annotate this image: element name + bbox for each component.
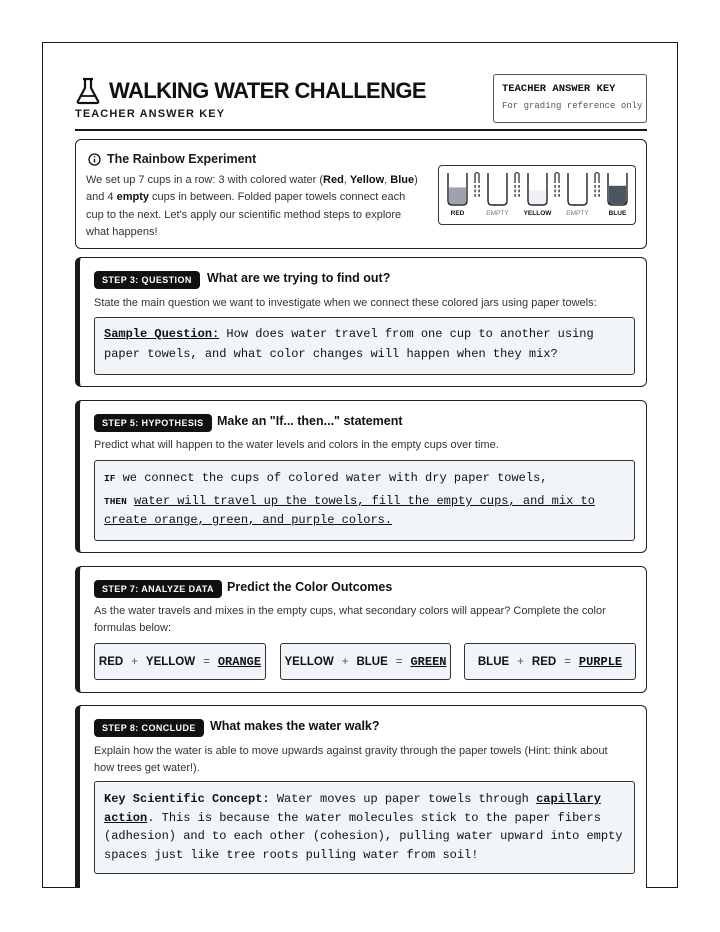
step-3-answer-line-2: paper towels, and what color changes will happen when they mix? <box>104 347 558 361</box>
step-8-pill: STEP 8: CONCLUDE <box>94 719 204 737</box>
intro-blue: Blue <box>390 174 415 186</box>
cup-label-3: YELLOW <box>523 210 552 217</box>
formula-2-color-b: BLUE <box>356 655 388 668</box>
step-3-title: What are we trying to find out? <box>207 271 391 285</box>
cup-5 <box>608 173 627 217</box>
cup-water-3 <box>529 191 546 204</box>
step-8-line-3: (adhesion) and to each other (cohesion), pulling water upward into empty <box>104 829 623 843</box>
if-keyword: IF <box>104 473 116 484</box>
step-5-description: Predict what will happen to the water levels and colors in the empty cups over time. <box>94 439 499 451</box>
equals-sign: = <box>564 655 571 668</box>
cup-1 <box>448 173 467 217</box>
formula-3-color-a: BLUE <box>477 655 510 668</box>
formula-green <box>280 643 451 680</box>
formula-1-color-b: YELLOW <box>145 655 196 668</box>
step-7-description <box>94 603 634 636</box>
answer-key-note: For grading reference only <box>502 101 643 111</box>
formula-1-result: ORANGE <box>217 654 262 669</box>
intro-text-1: We set up 7 cups in a row: 3 with colored water ( <box>86 174 324 186</box>
step-3-answer <box>94 317 635 375</box>
paper-towel-bridge-1 <box>474 173 479 197</box>
then-text-1: water will travel up the towels, fill the empty cups, and mix to <box>134 494 595 508</box>
step-7-card <box>75 566 647 693</box>
page-subtitle: TEACHER ANSWER KEY <box>75 108 226 120</box>
step-8-desc-2: how trees get water!). <box>94 761 200 774</box>
page-title: WALKING WATER CHALLENGE <box>109 78 426 103</box>
step-7-desc-2: formulas below: <box>94 621 172 634</box>
answer-key-badge <box>493 74 647 123</box>
intro-text-6: what happens! <box>86 225 158 238</box>
if-text: we connect the cups of colored water with dry paper towels, <box>115 471 548 485</box>
intro-card <box>75 139 647 249</box>
intro-empty: empty <box>116 191 149 204</box>
cup-diagram-svg <box>439 166 637 226</box>
paper-towel-bridge-2 <box>514 173 519 197</box>
step-8-answer <box>94 781 635 874</box>
intro-description <box>86 172 426 241</box>
step-7-title: Predict the Color Outcomes <box>227 580 393 594</box>
step-8-card <box>75 705 647 888</box>
cup-water-1 <box>449 187 466 204</box>
plus-sign: + <box>131 655 138 668</box>
cup-label-1: RED <box>450 210 465 217</box>
then-keyword: THEN <box>104 496 127 507</box>
step-7-desc-1: As the water travels and mixes in the empty cups, what secondary colors will appear? Complete the color <box>94 605 606 617</box>
intro-yellow: Yellow <box>349 174 385 186</box>
step-7-pill: STEP 7: ANALYZE DATA <box>94 580 222 598</box>
intro-heading <box>88 152 256 166</box>
step-8-description <box>94 743 634 776</box>
plus-sign: + <box>341 655 349 668</box>
step-5-card <box>75 400 647 553</box>
key-concept-label: Key Scientific Concept: <box>104 792 270 806</box>
worksheet-page <box>42 42 678 888</box>
plus-sign: + <box>517 655 524 668</box>
capillary-term: capillary <box>536 792 601 806</box>
step-5-title: Make an "If... then..." statement <box>217 414 403 428</box>
formula-2-result: GREEN <box>410 654 447 669</box>
intro-comma-1: , <box>343 174 350 186</box>
step-5-then-line <box>104 494 595 508</box>
step-5-pill: STEP 5: HYPOTHESIS <box>94 414 212 432</box>
answer-key-title: TEACHER ANSWER KEY <box>502 83 616 95</box>
info-icon <box>88 153 101 166</box>
step-3-line-1-text: How does water travel from one cup to another using <box>219 327 594 341</box>
cup-water-5 <box>609 186 626 204</box>
step-8-line-2 <box>104 811 601 825</box>
equals-sign: = <box>203 655 210 668</box>
intro-title: The Rainbow Experiment <box>107 152 257 166</box>
intro-text-4: cups in between. Folded paper towels connect each <box>149 191 406 204</box>
paper-towel-bridge-4 <box>594 173 599 197</box>
cup-label-5: BLUE <box>608 210 627 217</box>
sample-question-label: Sample Question: <box>104 327 220 341</box>
step-8-line-1 <box>104 792 601 806</box>
intro-text-2: ) <box>414 174 418 186</box>
cup-label-4: EMPTY <box>566 210 589 217</box>
step-3-description: State the main question we want to investigate when we connect these colored jars using paper towels: <box>94 297 597 309</box>
step-3-card <box>75 257 647 387</box>
cup-4 <box>566 173 589 217</box>
intro-comma-2: , <box>384 174 391 186</box>
cup-3 <box>524 173 553 217</box>
equals-sign: = <box>395 655 403 668</box>
cup-outline-2 <box>488 173 507 205</box>
formula-2-color-a: YELLOW <box>284 655 334 668</box>
formula-orange <box>94 643 266 680</box>
cup-label-2: EMPTY <box>486 210 509 217</box>
step-3-answer-line-1 <box>104 327 594 341</box>
step-8-line-4: spaces just like tree roots pulling water from soil! <box>104 848 479 862</box>
step-5-answer <box>94 460 635 541</box>
step-8-line-1-text: Water moves up paper towels through <box>269 792 537 806</box>
formula-1-color-a: RED <box>98 655 124 668</box>
step-3-pill: STEP 3: QUESTION <box>94 271 200 289</box>
formula-purple <box>464 643 636 680</box>
step-8-desc-1: Explain how the water is able to move upwards against gravity through the paper towels (Hint: think about <box>94 745 608 757</box>
intro-red: Red <box>323 174 344 186</box>
step-8-title: What makes the water walk? <box>210 719 380 733</box>
intro-text-3: and 4 <box>86 191 117 204</box>
step-5-then-line-2: create orange, green, and purple colors. <box>104 513 393 527</box>
cup-2 <box>486 173 509 217</box>
cup-outline-4 <box>568 173 587 205</box>
paper-towel-bridge-3 <box>554 173 559 197</box>
cup-diagram <box>438 165 636 225</box>
formula-3-result: PURPLE <box>578 654 623 669</box>
header-divider <box>75 129 647 131</box>
formula-3-color-b: RED <box>531 655 557 668</box>
intro-text-5: cup to the next. Let's apply our scientific method steps to explore <box>86 208 402 221</box>
action-term: action <box>104 811 148 825</box>
worksheet-header <box>75 77 426 105</box>
step-8-line-2-text: . This is because the water molecules stick to the paper fibers <box>147 811 601 825</box>
step-5-if-line <box>104 471 547 485</box>
flask-icon <box>75 77 101 105</box>
